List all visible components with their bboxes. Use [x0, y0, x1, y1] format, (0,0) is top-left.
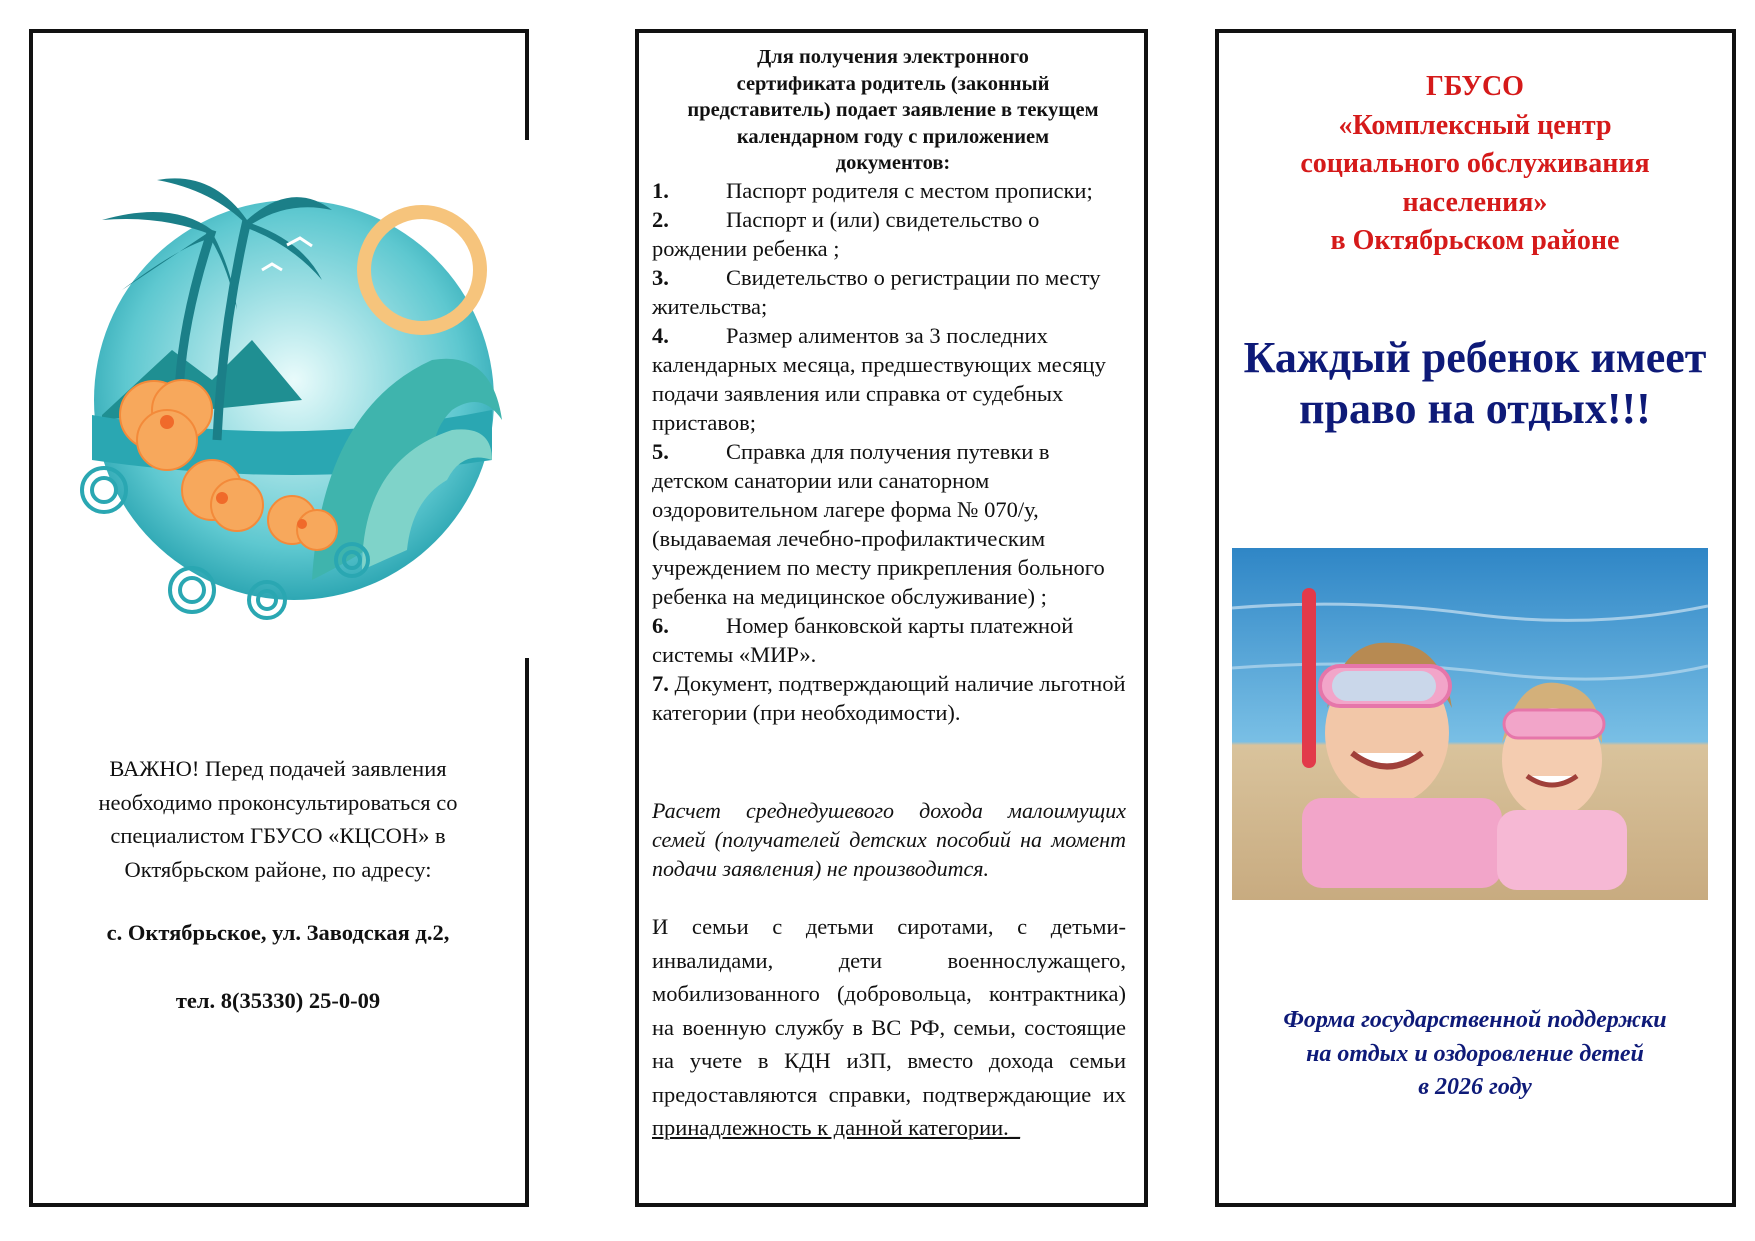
- list-item: [652, 437, 1130, 611]
- item-text: Справка для получения путевки в детском санатории или санаторном оздоровительном лагере форма № 070/у, (выдаваемая лечебно-профилактическим учреждением по месту прикрепления больного ребенка на медицинское обслуживание) ;: [652, 439, 1105, 609]
- item-text: Паспорт и (или) свидетельство о рождении ребенка ;: [652, 207, 1040, 261]
- form-caption-line: в 2026 году: [1418, 1074, 1532, 1100]
- important-note: ВАЖНО! Перед подачей заявления необходимо проконсультироваться со специалистом ГБУСО «КЦСОН» в Октябрьском районе, по адресу:: [98, 756, 458, 882]
- intro-heading: [652, 44, 1134, 177]
- phone-number: тел. 8(35330) 25-0-09: [175, 988, 381, 1013]
- children-beach-photo: [1232, 548, 1708, 900]
- category-note-text: И семьи с детьми сиротами, с детьми-инвалидами, дети военнослужащего, мобилизованного (добровольца, контрактника) на военную службу в ВС РФ, семьи, состоящие на учете в КДН иЗП, вместо дохода семьи предоставляются справки, подтверждающие их: [652, 914, 1126, 1107]
- item-number: 7.: [652, 671, 669, 696]
- item-number: 4.: [652, 323, 669, 348]
- slogan-heading: Каждый ребенок имеет право на отдых!!!: [1243, 333, 1707, 433]
- intro-line: Для получения электронного: [757, 46, 1029, 68]
- intro-line: представитель) подает заявление в текущем: [687, 99, 1099, 121]
- org-line: ГБУСО: [1426, 71, 1524, 102]
- intro-line: документов:: [835, 152, 951, 174]
- list-item: [652, 263, 1130, 321]
- list-item: [652, 611, 1130, 669]
- support-form-caption: [1232, 1004, 1718, 1105]
- form-caption-line: Форма государственной поддержки: [1283, 1007, 1667, 1033]
- org-line: в Октябрьском районе: [1330, 225, 1620, 256]
- item-number: 2.: [652, 207, 669, 232]
- list-item: [652, 205, 1130, 263]
- list-item: [652, 176, 1130, 205]
- list-item: [652, 321, 1130, 437]
- item-number: 1.: [652, 178, 669, 203]
- item-number: 5.: [652, 439, 669, 464]
- item-number: 6.: [652, 613, 669, 638]
- organization-name: [1230, 68, 1720, 261]
- item-text: Номер банковской карты платежной системы «МИР».: [652, 613, 1074, 667]
- income-note: Расчет среднедушевого дохода малоимущих семей (получателей детских пособий на момент подачи заявления) не производится.: [652, 798, 1126, 881]
- item-text: Размер алиментов за 3 последних календарных месяца, предшествующих месяцу подачи заявления или справка от судебных приставов;: [652, 323, 1106, 435]
- item-text: Свидетельство о регистрации по месту жительства;: [652, 265, 1101, 319]
- item-text: Паспорт родителя с местом прописки;: [726, 178, 1093, 203]
- list-item: [652, 669, 1130, 727]
- org-line: социального обслуживания: [1300, 148, 1650, 179]
- intro-line: календарном году с приложением: [736, 125, 1050, 148]
- item-text: Документ, подтверждающий наличие льготной категории (при необходимости).: [652, 671, 1126, 725]
- category-note: [652, 910, 1126, 1145]
- org-line: населения»: [1402, 186, 1548, 218]
- item-number: 3.: [652, 265, 669, 290]
- address: с. Октябрьское, ул. Заводская д.2,: [106, 920, 450, 945]
- intro-line: сертификата родитель (законный: [736, 72, 1050, 95]
- form-caption-line: на отдых и оздоровление детей: [1306, 1040, 1644, 1067]
- category-note-underlined: принадлежность к данной категории._: [652, 1115, 1021, 1140]
- tropical-beach-illustration: [62, 160, 532, 635]
- document-list: [652, 176, 1130, 727]
- org-line: «Комплексный центр: [1338, 109, 1612, 141]
